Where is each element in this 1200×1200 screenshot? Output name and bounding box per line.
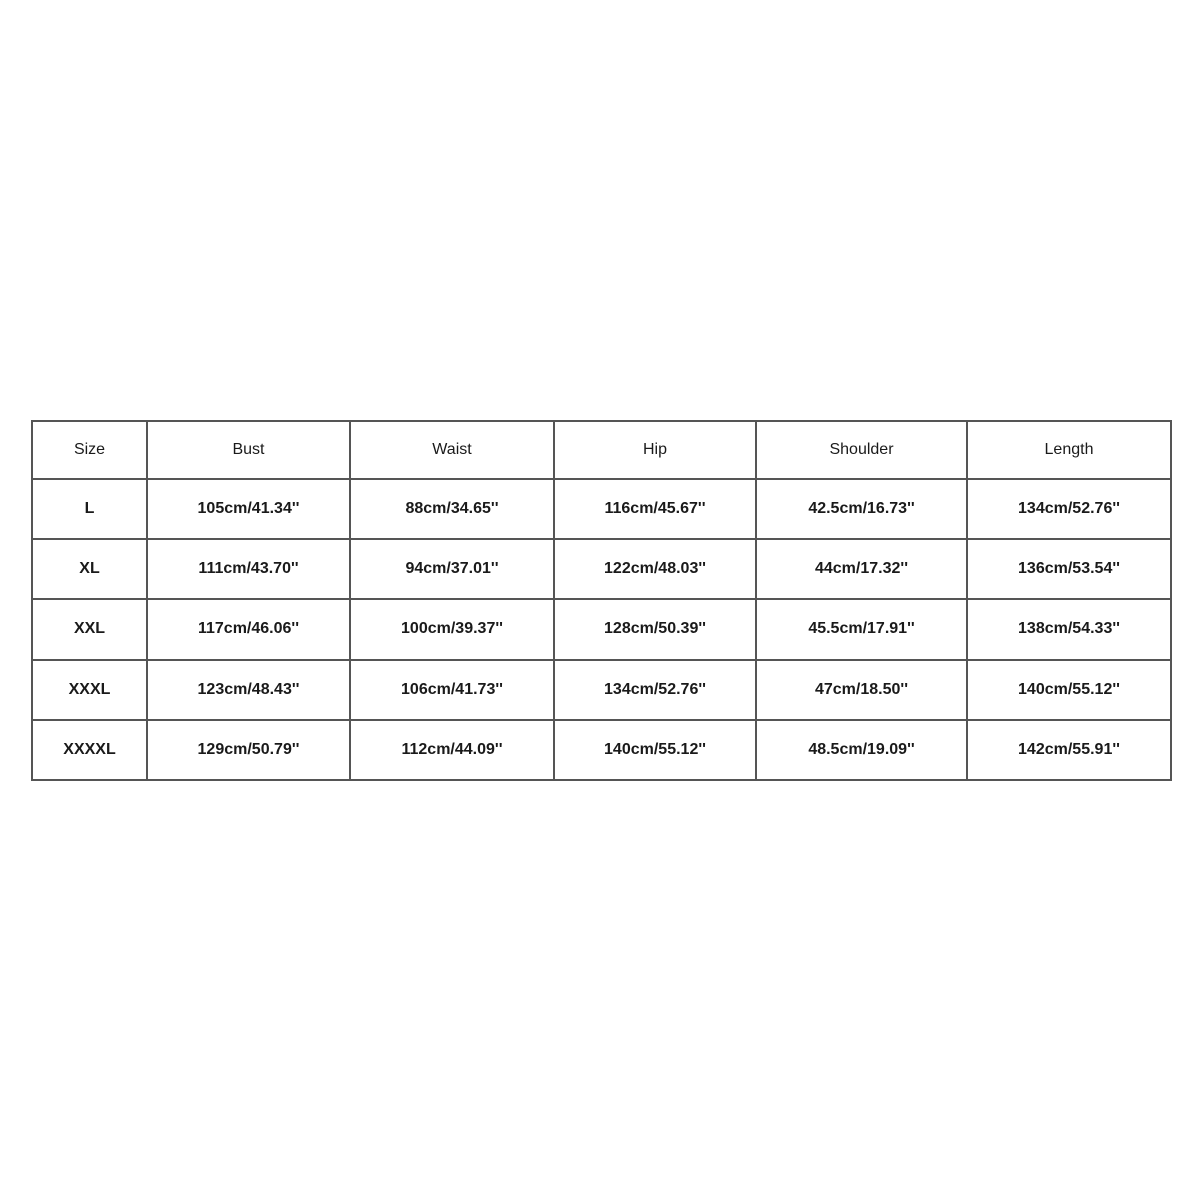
cell-hip: 134cm/52.76'': [554, 660, 756, 720]
cell-waist: 94cm/37.01'': [350, 539, 554, 599]
cell-waist: 106cm/41.73'': [350, 660, 554, 720]
cell-bust: 105cm/41.34'': [147, 479, 350, 539]
cell-length: 136cm/53.54'': [967, 539, 1171, 599]
cell-length: 140cm/55.12'': [967, 660, 1171, 720]
cell-size: L: [32, 479, 147, 539]
header-bust: Bust: [147, 421, 350, 479]
cell-shoulder: 48.5cm/19.09'': [756, 720, 967, 780]
cell-shoulder: 47cm/18.50'': [756, 660, 967, 720]
cell-size: XL: [32, 539, 147, 599]
header-size: Size: [32, 421, 147, 479]
cell-size: XXXL: [32, 660, 147, 720]
table-row: [32, 720, 1171, 780]
cell-size: XXXXL: [32, 720, 147, 780]
table-row: [32, 660, 1171, 720]
cell-bust: 111cm/43.70'': [147, 539, 350, 599]
table-row: [32, 539, 1171, 599]
header-row: [32, 421, 1171, 479]
cell-length: 134cm/52.76'': [967, 479, 1171, 539]
table-row: [32, 599, 1171, 659]
cell-length: 142cm/55.91'': [967, 720, 1171, 780]
cell-size: XXL: [32, 599, 147, 659]
table-row: [32, 479, 1171, 539]
cell-bust: 123cm/48.43'': [147, 660, 350, 720]
cell-hip: 116cm/45.67'': [554, 479, 756, 539]
header-length: Length: [967, 421, 1171, 479]
header-hip: Hip: [554, 421, 756, 479]
cell-waist: 112cm/44.09'': [350, 720, 554, 780]
cell-length: 138cm/54.33'': [967, 599, 1171, 659]
header-shoulder: Shoulder: [756, 421, 967, 479]
cell-hip: 122cm/48.03'': [554, 539, 756, 599]
cell-waist: 100cm/39.37'': [350, 599, 554, 659]
header-waist: Waist: [350, 421, 554, 479]
cell-shoulder: 42.5cm/16.73'': [756, 479, 967, 539]
size-chart-table: [31, 420, 1172, 781]
cell-bust: 117cm/46.06'': [147, 599, 350, 659]
cell-shoulder: 45.5cm/17.91'': [756, 599, 967, 659]
cell-hip: 140cm/55.12'': [554, 720, 756, 780]
cell-hip: 128cm/50.39'': [554, 599, 756, 659]
cell-waist: 88cm/34.65'': [350, 479, 554, 539]
cell-bust: 129cm/50.79'': [147, 720, 350, 780]
cell-shoulder: 44cm/17.32'': [756, 539, 967, 599]
